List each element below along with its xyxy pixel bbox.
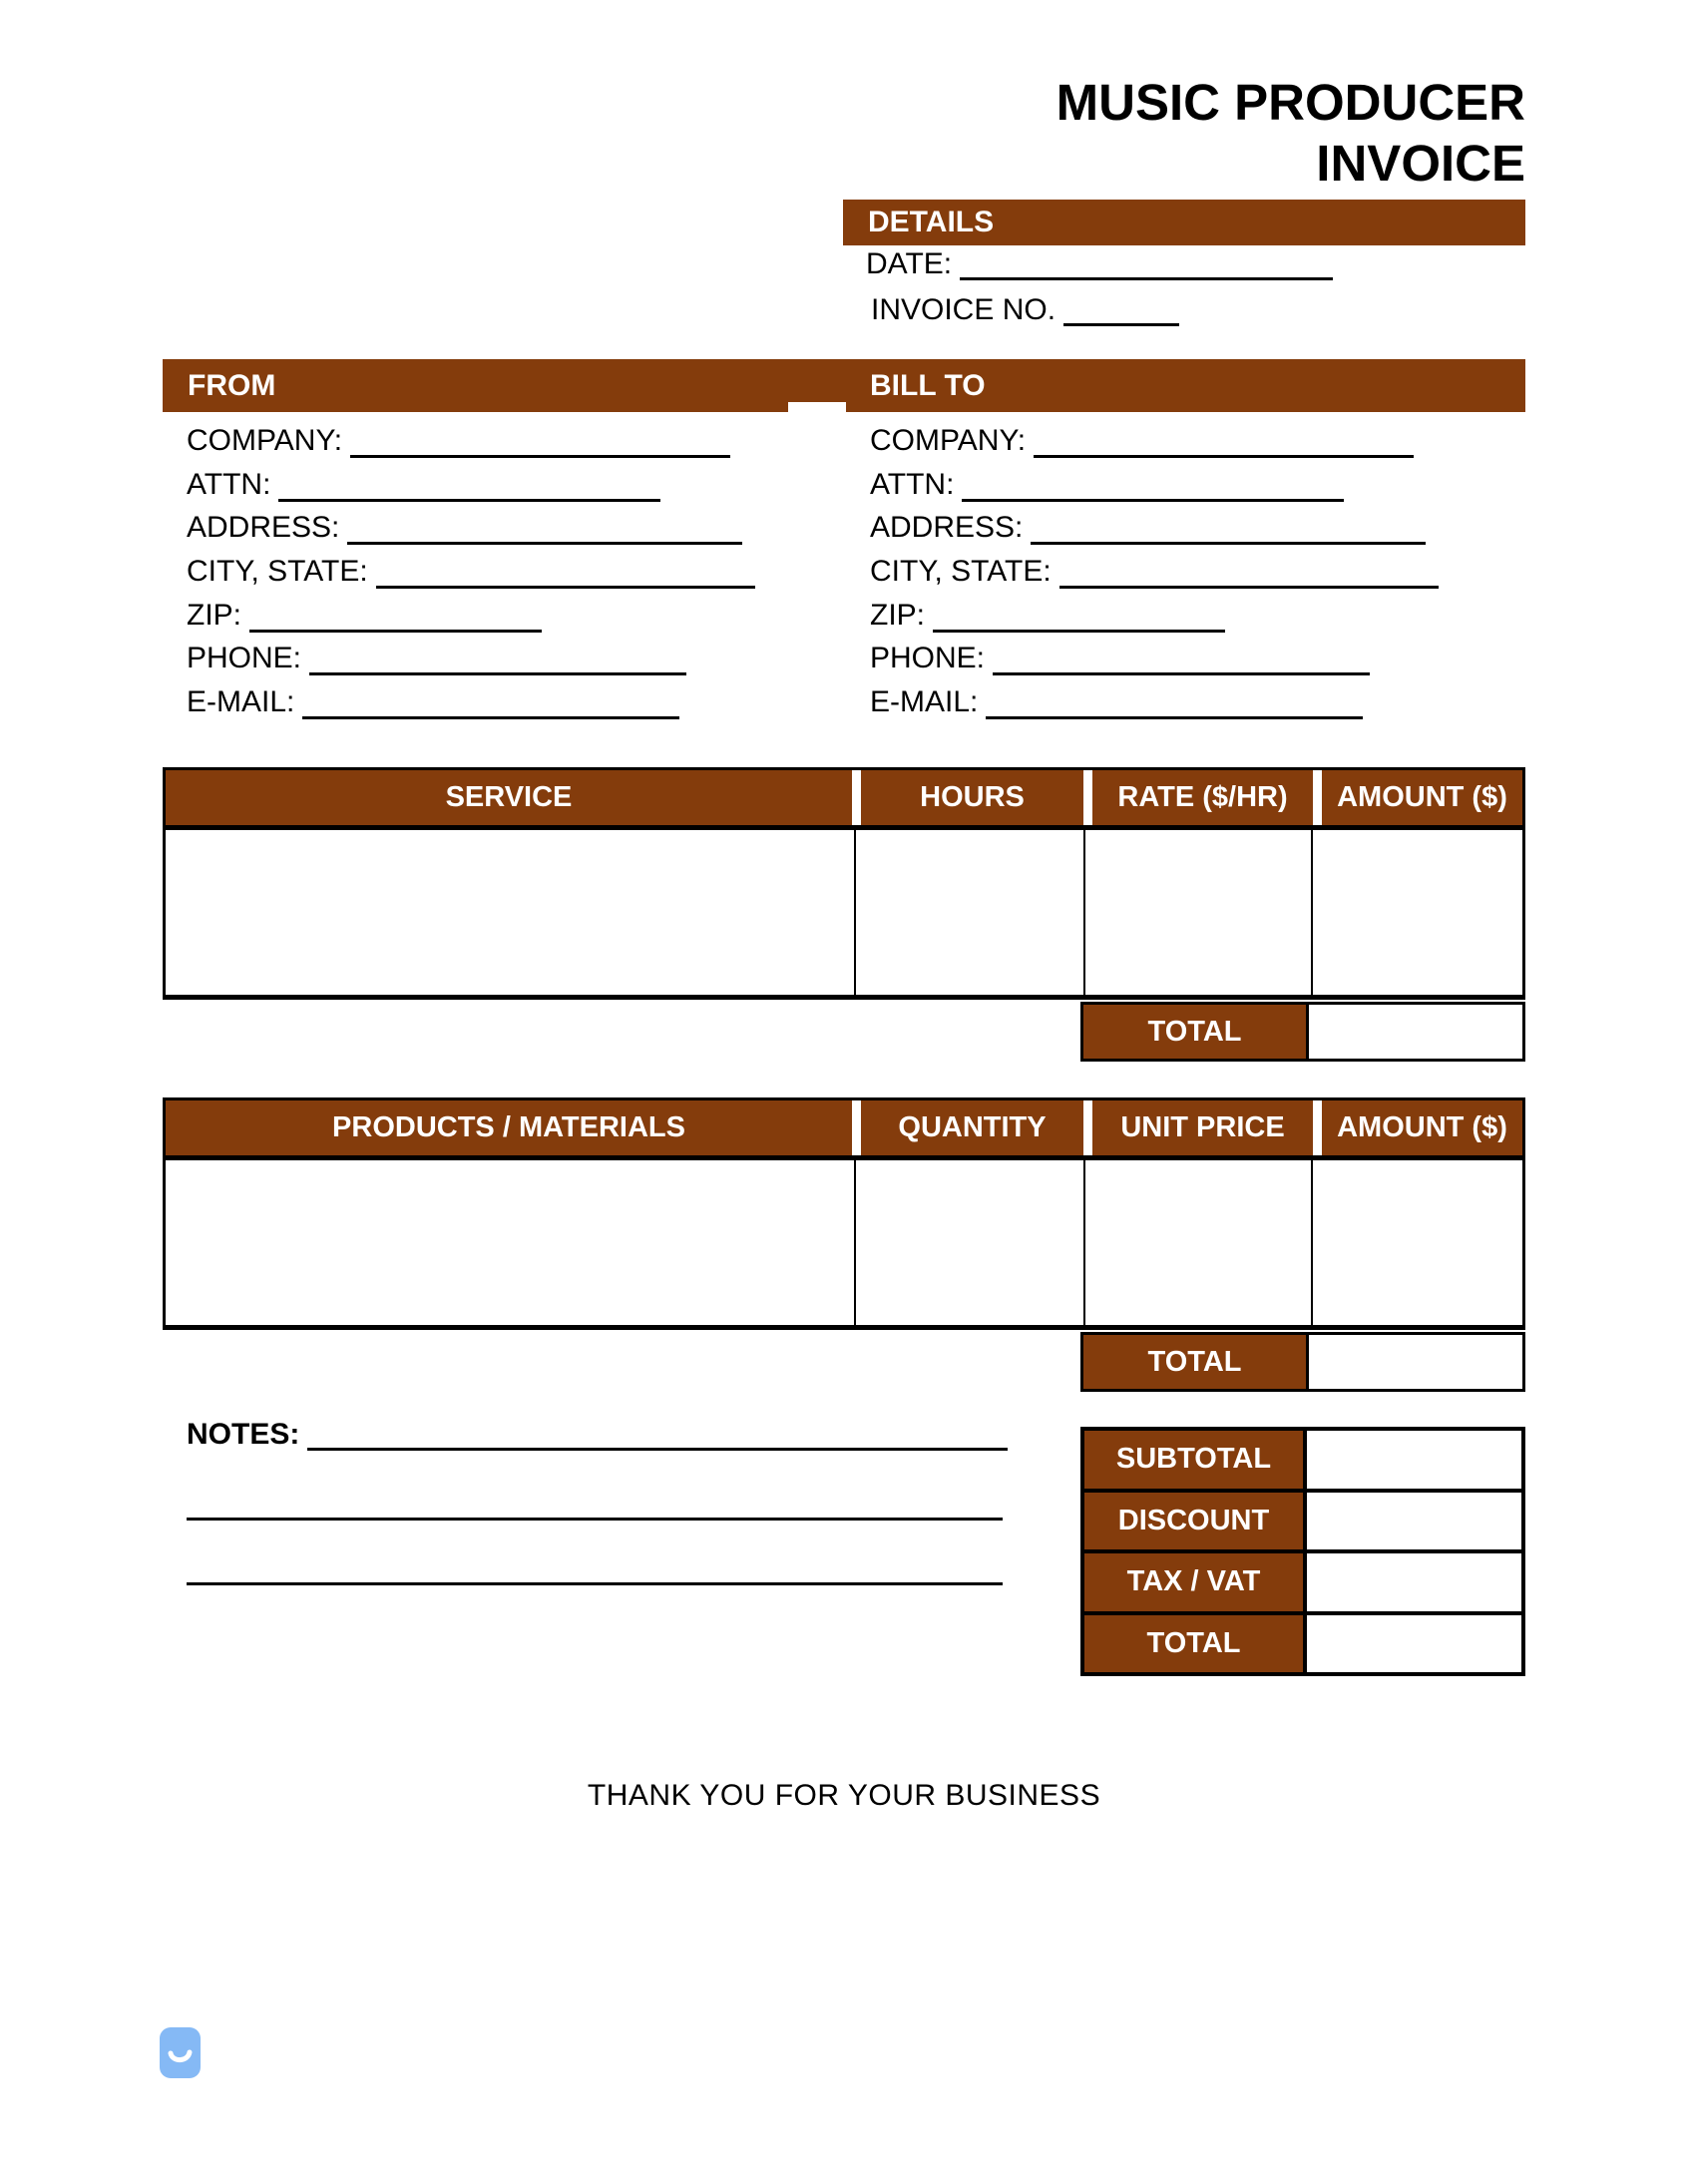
products-table xyxy=(163,1097,1525,1392)
billto-zip-label: ZIP: xyxy=(870,598,926,632)
service-hours-cell[interactable] xyxy=(856,830,1085,995)
from-zip-input-line[interactable] xyxy=(249,594,542,633)
billto-address-input-line[interactable] xyxy=(1031,506,1426,545)
from-company-row xyxy=(187,419,755,463)
header-gap xyxy=(1313,770,1322,825)
products-amount-cell[interactable] xyxy=(1313,1160,1522,1325)
tax-vat-label: TAX / VAT xyxy=(1084,1553,1307,1611)
service-total-row xyxy=(1080,1002,1525,1062)
billto-zip-input-line[interactable] xyxy=(933,594,1225,633)
billto-email-input-line[interactable] xyxy=(986,680,1363,719)
service-table-header xyxy=(163,767,1525,830)
billto-header-label: BILL TO xyxy=(870,368,986,402)
service-cell[interactable] xyxy=(166,830,856,995)
billto-attn-label: ATTN: xyxy=(870,467,955,501)
from-email-row xyxy=(187,680,755,724)
service-total-value-cell[interactable] xyxy=(1309,1005,1522,1059)
from-fields xyxy=(187,419,755,724)
grand-total-label: TOTAL xyxy=(1084,1615,1307,1673)
products-table-header xyxy=(163,1097,1525,1160)
from-company-input-line[interactable] xyxy=(350,419,730,458)
notes-input-line-2[interactable] xyxy=(187,1518,1003,1521)
products-col-header: PRODUCTS / MATERIALS xyxy=(166,1100,852,1155)
from-citystate-row xyxy=(187,550,755,594)
products-unit-price-cell[interactable] xyxy=(1085,1160,1313,1325)
invoice-no-input-line[interactable] xyxy=(1063,287,1179,326)
billto-email-label: E-MAIL: xyxy=(870,685,979,719)
page-title-line2: INVOICE xyxy=(1316,135,1525,192)
notes-input-line-3[interactable] xyxy=(187,1582,1003,1585)
from-citystate-input-line[interactable] xyxy=(376,550,755,589)
service-table-body xyxy=(163,830,1525,1000)
discount-label: DISCOUNT xyxy=(1084,1493,1307,1550)
billto-company-label: COMPANY: xyxy=(870,424,1027,457)
from-zip-row xyxy=(187,594,755,638)
from-attn-label: ATTN: xyxy=(187,467,271,501)
billto-citystate-label: CITY, STATE: xyxy=(870,555,1052,589)
date-input-line[interactable] xyxy=(960,241,1333,280)
service-col-header: SERVICE xyxy=(166,770,852,825)
billto-fields xyxy=(870,419,1439,724)
header-gap xyxy=(852,770,861,825)
invoice-no-row xyxy=(871,287,1179,333)
tax-vat-row xyxy=(1084,1553,1521,1615)
billto-phone-input-line[interactable] xyxy=(993,637,1370,675)
billto-citystate-input-line[interactable] xyxy=(1059,550,1439,589)
from-address-input-line[interactable] xyxy=(347,506,742,545)
products-total-label: TOTAL xyxy=(1083,1335,1309,1389)
products-table-body xyxy=(163,1160,1525,1330)
header-gap xyxy=(852,1100,861,1155)
products-total-row xyxy=(1080,1332,1525,1392)
from-email-label: E-MAIL: xyxy=(187,685,295,719)
billto-phone-row xyxy=(870,637,1439,680)
invoice-no-label: INVOICE NO. xyxy=(871,293,1056,326)
header-gap xyxy=(1313,1100,1322,1155)
products-quantity-cell[interactable] xyxy=(856,1160,1085,1325)
from-address-row xyxy=(187,506,755,550)
from-phone-label: PHONE: xyxy=(187,642,302,675)
discount-row xyxy=(1084,1493,1521,1554)
products-total-value-cell[interactable] xyxy=(1309,1335,1522,1389)
billto-attn-row xyxy=(870,463,1439,507)
notes-label: NOTES: xyxy=(187,1418,300,1451)
products-cell[interactable] xyxy=(166,1160,856,1325)
from-phone-row xyxy=(187,637,755,680)
page-title-line1: MUSIC PRODUCER xyxy=(1055,74,1525,131)
quantity-col-header: QUANTITY xyxy=(861,1100,1083,1155)
billto-citystate-row xyxy=(870,550,1439,594)
from-header-label: FROM xyxy=(188,368,276,402)
service-total-label: TOTAL xyxy=(1083,1005,1309,1059)
billto-attn-input-line[interactable] xyxy=(962,463,1344,502)
billto-email-row xyxy=(870,680,1439,724)
grand-total-value-cell[interactable] xyxy=(1307,1615,1521,1673)
date-label: DATE: xyxy=(866,247,953,280)
notes-row xyxy=(187,1412,1008,1458)
unit-price-col-header: UNIT PRICE xyxy=(1092,1100,1313,1155)
summary-table xyxy=(1080,1427,1525,1676)
from-attn-input-line[interactable] xyxy=(278,463,660,502)
billto-address-row xyxy=(870,506,1439,550)
hours-col-header: HOURS xyxy=(861,770,1083,825)
grand-total-row xyxy=(1084,1615,1521,1673)
subtotal-row xyxy=(1084,1431,1521,1493)
billto-company-input-line[interactable] xyxy=(1034,419,1414,458)
from-email-input-line[interactable] xyxy=(302,680,679,719)
from-citystate-label: CITY, STATE: xyxy=(187,555,368,589)
rate-col-header: RATE ($/HR) xyxy=(1092,770,1313,825)
page-title xyxy=(1056,72,1525,194)
discount-value-cell[interactable] xyxy=(1307,1493,1521,1550)
details-header-label: DETAILS xyxy=(868,206,995,238)
subtotal-value-cell[interactable] xyxy=(1307,1431,1521,1489)
amount-col-header: AMOUNT ($) xyxy=(1322,770,1522,825)
amount-col-header: AMOUNT ($) xyxy=(1322,1100,1522,1155)
from-zip-label: ZIP: xyxy=(187,598,242,632)
from-address-label: ADDRESS: xyxy=(187,511,340,545)
header-gap xyxy=(1083,1100,1092,1155)
billto-zip-row xyxy=(870,594,1439,638)
notes-input-line-1[interactable] xyxy=(307,1412,1008,1451)
details-section-header xyxy=(843,200,1525,245)
header-bar-notch xyxy=(788,402,846,412)
from-company-label: COMPANY: xyxy=(187,424,343,457)
from-billto-section-header xyxy=(163,359,1525,412)
from-phone-input-line[interactable] xyxy=(309,637,686,675)
billto-address-label: ADDRESS: xyxy=(870,511,1024,545)
billto-company-row xyxy=(870,419,1439,463)
subtotal-label: SUBTOTAL xyxy=(1084,1431,1307,1489)
billto-phone-label: PHONE: xyxy=(870,642,986,675)
header-gap xyxy=(1083,770,1092,825)
service-rate-cell[interactable] xyxy=(1085,830,1313,995)
service-table xyxy=(163,767,1525,1062)
date-row xyxy=(866,241,1333,287)
smile-icon xyxy=(160,2027,201,2078)
tax-vat-value-cell[interactable] xyxy=(1307,1553,1521,1611)
from-attn-row xyxy=(187,463,755,507)
thank-you-message: THANK YOU FOR YOUR BUSINESS xyxy=(587,1779,1101,1812)
service-amount-cell[interactable] xyxy=(1313,830,1522,995)
